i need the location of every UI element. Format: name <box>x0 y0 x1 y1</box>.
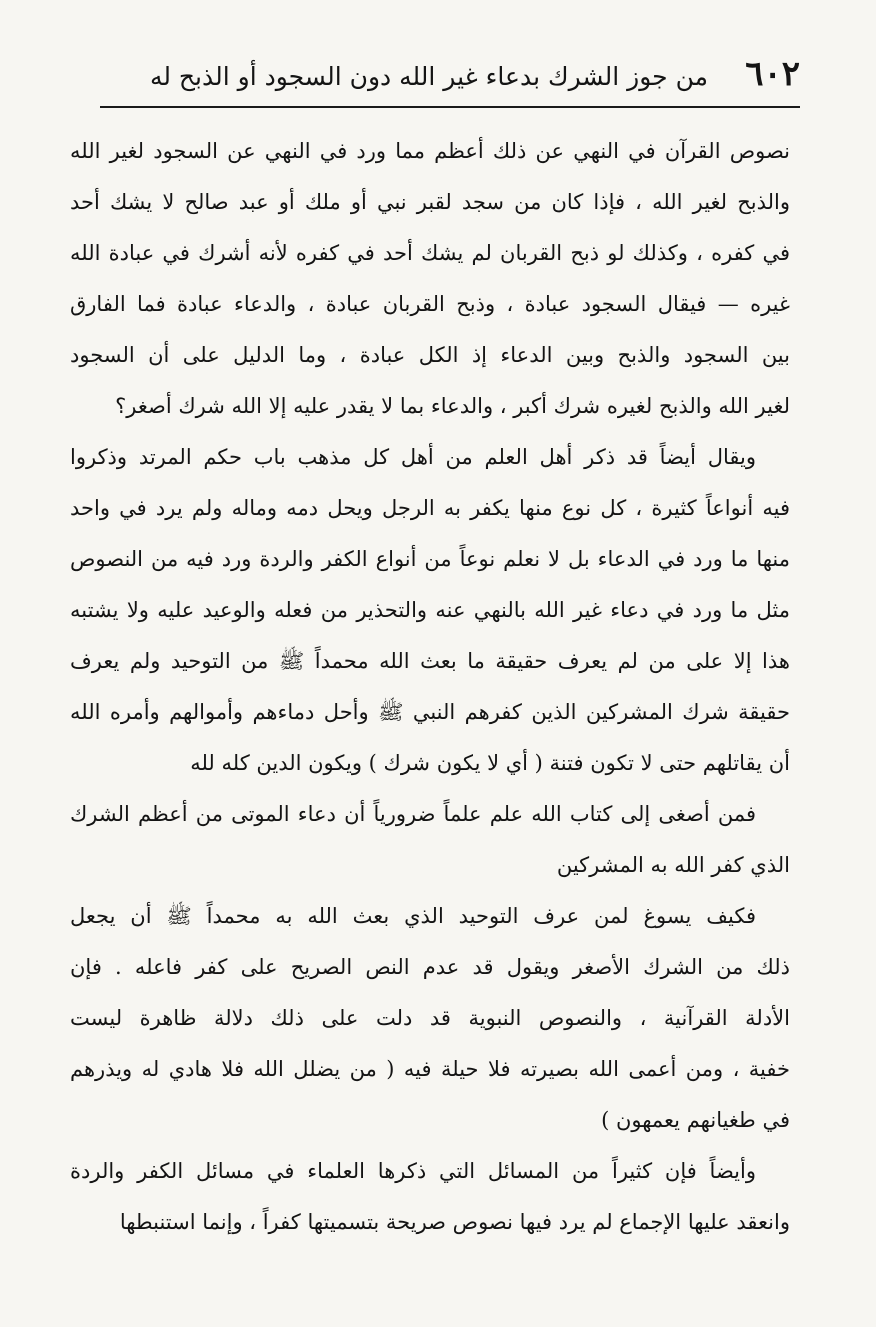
text-line: بين السجود والذبح وبين الدعاء إذ الكل عبادة ، وما الدليل على أن السجود <box>70 343 790 367</box>
paragraph <box>70 891 790 1146</box>
page-header <box>100 50 800 102</box>
text-line: هذا إلا على من لم يعرف حقيقة ما بعث الله محمداً ﷺ من التوحيد ولم يعرف <box>70 649 790 673</box>
running-title: من جوز الشرك بدعاء غير الله دون السجود أو الذبح له <box>149 62 708 91</box>
body-text <box>70 126 790 1248</box>
text-line: خفية ، ومن أعمى الله بصيرته فلا حيلة فيه ( من يضلل الله فلا هادي له ويذرهم <box>70 1057 790 1081</box>
text-line: فيه أنواعاً كثيرة ، كل نوع منها يكفر به الرجل ويحل دمه وماله ولم يرد في واحد <box>70 496 790 520</box>
text-line: والذبح لغير الله ، فإذا كان من سجد لقبر نبي أو ملك أو عبد صالح لا يشك أحد <box>70 190 790 214</box>
text-line: حقيقة شرك المشركين الذين كفرهم النبي ﷺ وأحل دماءهم وأموالهم وأمره الله <box>70 700 790 724</box>
text-line: أن يقاتلهم حتى لا تكون فتنة ( أي لا يكون شرك ) ويكون الدين كله لله <box>190 751 790 775</box>
text-line: ويقال أيضاً قد ذكر أهل العلم من أهل كل مذهب باب حكم المرتد وذكروا <box>70 445 756 469</box>
text-line: في كفره ، وكذلك لو ذبح القربان لم يشك أحد في كفره لأنه أشرك في عبادة الله <box>70 241 790 265</box>
paragraph <box>70 432 790 789</box>
text-line: في طغيانهم يعمهون ) <box>601 1108 790 1132</box>
text-line: فكيف يسوغ لمن عرف التوحيد الذي بعث الله به محمداً ﷺ أن يجعل <box>70 904 756 928</box>
text-line: وأيضاً فإن كثيراً من المسائل التي ذكرها العلماء في مسائل الكفر والردة <box>70 1159 756 1183</box>
text-line: الذي كفر الله به المشركين <box>556 853 790 877</box>
header-rule <box>100 106 800 108</box>
text-line: مثل ما ورد في دعاء غير الله بالنهي عنه والتحذير من فعله والوعيد عليه ولا يشتبه <box>70 598 790 622</box>
paragraph <box>70 126 790 432</box>
text-line: نصوص القرآن في النهي عن ذلك أعظم مما ورد في النهي عن السجود لغير الله <box>70 139 790 163</box>
paragraph <box>70 1146 790 1248</box>
text-line: ذلك من الشرك الأصغر ويقول قد عدم النص الصريح على كفر فاعله . فإن <box>70 955 790 979</box>
text-line: غيره — فيقال السجود عبادة ، وذبح القربان عبادة ، والدعاء عبادة فما الفارق <box>70 292 790 316</box>
text-line: منها ما ورد في الدعاء بل لا نعلم نوعاً من أنواع الكفر والردة ورد فيه من النصوص <box>70 547 790 571</box>
page-number: ٦٠٢ <box>745 54 800 94</box>
text-line: لغير الله والذبح لغيره شرك أكبر ، والدعاء بما لا يقدر عليه إلا الله شرك أصغر؟ <box>115 394 790 418</box>
text-line: فمن أصغى إلى كتاب الله علم علماً ضرورياً أن دعاء الموتى من أعظم الشرك <box>70 802 756 826</box>
paragraph <box>70 789 790 891</box>
text-line: الأدلة القرآنية ، والنصوص النبوية قد دلت على ذلك دلالة ظاهرة ليست <box>70 1006 790 1030</box>
text-line: وانعقد عليها الإجماع لم يرد فيها نصوص صريحة بتسميتها كفراً ، وإنما استنبطها <box>119 1210 790 1234</box>
